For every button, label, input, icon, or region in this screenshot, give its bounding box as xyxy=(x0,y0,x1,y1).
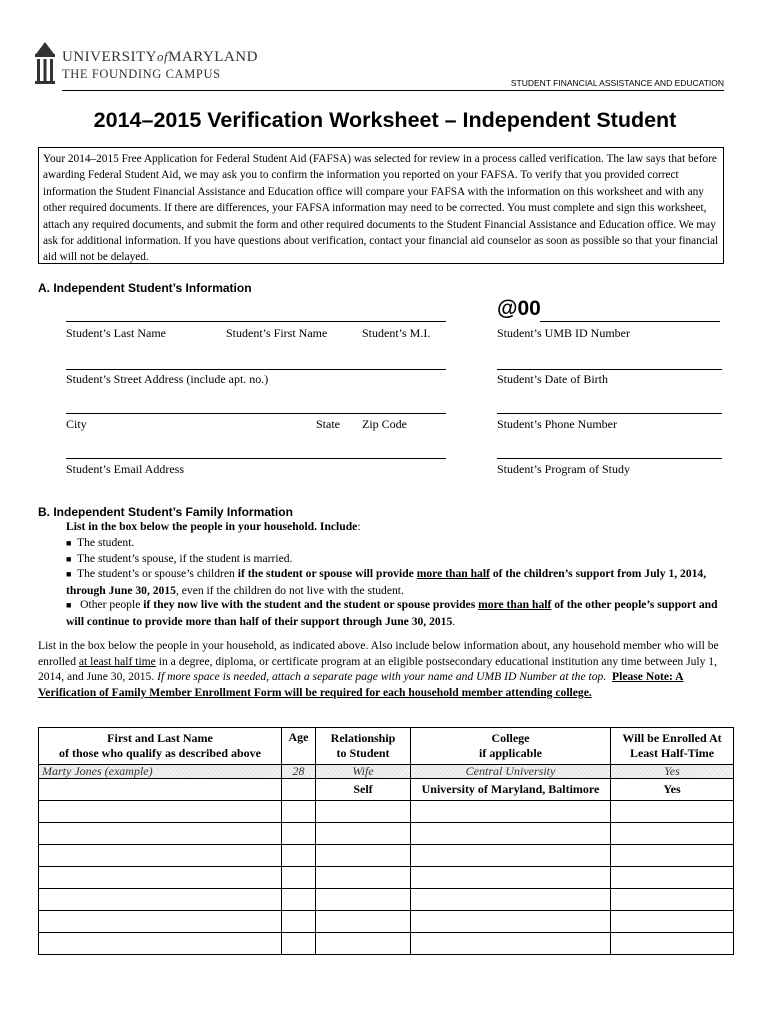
bullet-text: , even if the children do not live with the student. xyxy=(175,583,404,597)
email-label: Student’s Email Address xyxy=(66,462,184,476)
cell-college[interactable] xyxy=(411,845,611,867)
cell-age[interactable] xyxy=(282,911,316,933)
bullet-bold-text: if they now live with the student and the student or spouse provides xyxy=(143,598,479,611)
bullet-icon: ■ xyxy=(66,569,72,579)
table-row[interactable] xyxy=(39,889,734,911)
umb-id-field-line[interactable] xyxy=(540,321,720,322)
university-state: MARYLAND xyxy=(168,49,258,65)
cell-college[interactable] xyxy=(411,911,611,933)
dob-label: Student’s Date of Birth xyxy=(497,372,608,386)
header-age: Age xyxy=(282,728,316,765)
program-label: Student’s Program of Study xyxy=(497,462,631,476)
cell-age[interactable] xyxy=(282,801,316,823)
list-intro-colon: : xyxy=(357,520,361,533)
bullet-text: . xyxy=(452,614,456,628)
cell-age: 28 xyxy=(282,765,316,779)
cell-relationship[interactable]: Self xyxy=(316,779,411,801)
cell-relationship[interactable] xyxy=(316,801,411,823)
cell-college[interactable] xyxy=(411,867,611,889)
phone-label: Student’s Phone Number xyxy=(497,417,617,431)
table-row[interactable] xyxy=(39,911,734,933)
household-table xyxy=(38,727,734,955)
bullet-bold-text: of the other people’s support and will continue to provide more than half of their support through June 30, 2015 xyxy=(66,598,718,628)
header-enrolled xyxy=(611,728,734,765)
header-rule xyxy=(62,90,724,91)
cell-college: Central University xyxy=(411,765,611,779)
cell-relationship: Wife xyxy=(316,765,411,779)
campus-name: THE FOUNDING CAMPUS xyxy=(62,67,221,81)
bullet-icon: ■ xyxy=(66,537,72,548)
household-paragraph xyxy=(38,638,728,700)
state-label: State xyxy=(316,417,340,431)
bullet-text: Other people xyxy=(80,598,144,611)
university-logo xyxy=(34,40,56,84)
bullet-text: The student’s spouse, if the student is married. xyxy=(77,552,293,565)
cell-enrolled[interactable] xyxy=(611,933,734,955)
cell-relationship[interactable] xyxy=(316,845,411,867)
cell-enrolled[interactable] xyxy=(611,867,734,889)
paragraph-underlined-text: at least half time xyxy=(78,654,156,668)
section-a-heading: A. Independent Student’s Information xyxy=(38,281,252,295)
cell-enrolled[interactable] xyxy=(611,845,734,867)
header-text: if applicable xyxy=(478,746,542,760)
bullet-text: The student. xyxy=(77,535,135,549)
cell-age[interactable] xyxy=(282,779,316,801)
cell-college[interactable]: University of Maryland, Baltimore xyxy=(411,779,611,801)
table-row[interactable] xyxy=(39,845,734,867)
phone-field-line[interactable] xyxy=(497,413,722,414)
bullet-icon: ■ xyxy=(66,554,72,564)
bullet-text: The student’s or spouse’s children xyxy=(77,567,238,580)
list-intro-text: List in the box below the people in your household. Include xyxy=(66,520,358,533)
household-list xyxy=(66,535,732,568)
bullet-underlined-text: more than half xyxy=(416,567,490,580)
header-relationship xyxy=(316,728,411,765)
table-row[interactable] xyxy=(39,779,734,801)
cell-enrolled[interactable] xyxy=(611,823,734,845)
first-name-label: Student’s First Name xyxy=(226,326,328,340)
cell-name[interactable] xyxy=(39,801,282,823)
household-instructions xyxy=(66,519,732,568)
university-of: of xyxy=(157,49,169,64)
university-wordmark xyxy=(62,49,258,66)
header-text: Relationship xyxy=(330,731,396,745)
email-field-line[interactable] xyxy=(66,458,446,459)
paragraph-italic-text: If more space is needed, attach a separate page with your name and UMB ID Number at the top. xyxy=(157,670,607,683)
cell-enrolled[interactable] xyxy=(611,801,734,823)
table-row[interactable] xyxy=(39,867,734,889)
table-row[interactable] xyxy=(39,801,734,823)
paragraph-note: Please Note: A Verification of Family Member Enrollment Form will be required for each household member attending college. xyxy=(38,670,684,699)
header-name xyxy=(39,728,282,765)
umb-id-label: Student’s UMB ID Number xyxy=(497,326,630,340)
dob-field-line[interactable] xyxy=(497,369,722,370)
cell-name[interactable] xyxy=(39,845,282,867)
street-field-line[interactable] xyxy=(66,369,446,370)
zip-label: Zip Code xyxy=(362,417,407,431)
dome-icon xyxy=(34,40,56,84)
cell-enrolled: Yes xyxy=(611,765,734,779)
table-row[interactable] xyxy=(39,823,734,845)
header-text: of those who qualify as described above xyxy=(58,746,261,760)
mi-label: Student’s M.I. xyxy=(362,326,431,340)
name-field-line[interactable] xyxy=(66,321,446,322)
intro-box: Your 2014–2015 Free Application for Federal Student Aid (FAFSA) was selected for review in a process called verification. The law says that before awarding Federal Student Aid, we may ask you to confirm the information you reported on your FAFSA. To verify that you provided correct information the Student Financial Assistance and Education office will compare your FAFSA with the information on this worksheet and with any other required documents. If there are differences, your FAFSA information may need to be corrected. You must complete and sign this worksheet, attach any required documents, and submit the form and other required documents to the Student Financial Assistance and Education office. We may ask for additional information. If you have questions about verification, contact your financial aid counselor as soon as possible so that your financial aid will not be delayed. xyxy=(38,147,724,264)
program-field-line[interactable] xyxy=(497,458,722,459)
last-name-label: Student’s Last Name xyxy=(66,326,166,340)
cell-name[interactable] xyxy=(39,823,282,845)
cell-relationship[interactable] xyxy=(316,867,411,889)
bullet-bold-text: if the student or spouse will provide xyxy=(237,567,417,580)
cell-age[interactable] xyxy=(282,867,316,889)
cell-age[interactable] xyxy=(282,823,316,845)
cell-college[interactable] xyxy=(411,823,611,845)
cell-enrolled[interactable] xyxy=(611,911,734,933)
cell-name[interactable] xyxy=(39,779,282,801)
city-label: City xyxy=(66,417,87,431)
header-text: First and Last Name xyxy=(107,731,213,745)
paragraph-text: in a degree, diploma, or certificate program at an eligible postsecondary educational institution any time between July 1, 2014, and June 30, 2015. xyxy=(38,654,717,683)
table-row[interactable] xyxy=(39,933,734,955)
header-text: Will be Enrolled At xyxy=(622,731,722,745)
cell-age[interactable] xyxy=(282,845,316,867)
cell-name[interactable] xyxy=(39,911,282,933)
cell-name[interactable] xyxy=(39,933,282,955)
bullet-icon: ■ xyxy=(66,600,72,610)
cell-enrolled[interactable] xyxy=(611,889,734,911)
street-label: Student’s Street Address (include apt. no.) xyxy=(66,372,269,386)
list-intro xyxy=(66,519,732,535)
header-college xyxy=(411,728,611,765)
cell-college[interactable] xyxy=(411,933,611,955)
bullet-other-people xyxy=(66,597,732,629)
cell-name: Marty Jones (example) xyxy=(39,765,282,779)
cell-relationship[interactable] xyxy=(316,823,411,845)
cell-college[interactable] xyxy=(411,889,611,911)
paragraph-text: List in the box below the people in your household, as indicated above. Also include below information about, any household member who will be enrolled xyxy=(38,639,719,668)
cell-college[interactable] xyxy=(411,801,611,823)
bullet-underlined-text: more than half xyxy=(478,598,552,611)
cell-enrolled[interactable]: Yes xyxy=(611,779,734,801)
section-b-heading: B. Independent Student’s Family Information xyxy=(38,505,293,519)
cell-relationship[interactable] xyxy=(316,933,411,955)
header-text: to Student xyxy=(336,746,390,760)
cell-name[interactable] xyxy=(39,889,282,911)
bullet-bold-text: of the children’s support from July 1, 2014, through June 30, 2015 xyxy=(66,567,707,597)
cell-relationship[interactable] xyxy=(316,889,411,911)
cell-age[interactable] xyxy=(282,889,316,911)
bullet-children xyxy=(66,566,732,598)
university-name: UNIVERSITY xyxy=(62,49,157,65)
list-item xyxy=(66,535,732,552)
umb-id-value: @00 xyxy=(497,297,541,320)
cell-name[interactable] xyxy=(39,867,282,889)
header-text: Least Half-Time xyxy=(629,746,715,760)
page-title: 2014–2015 Verification Worksheet – Independent Student xyxy=(93,108,677,132)
table-header-row xyxy=(39,728,734,765)
cell-relationship[interactable] xyxy=(316,911,411,933)
city-field-line[interactable] xyxy=(66,413,446,414)
cell-age[interactable] xyxy=(282,933,316,955)
table-row-example xyxy=(39,765,734,779)
header-text: College xyxy=(491,731,530,745)
office-name: STUDENT FINANCIAL ASSISTANCE AND EDUCATION xyxy=(510,78,724,88)
